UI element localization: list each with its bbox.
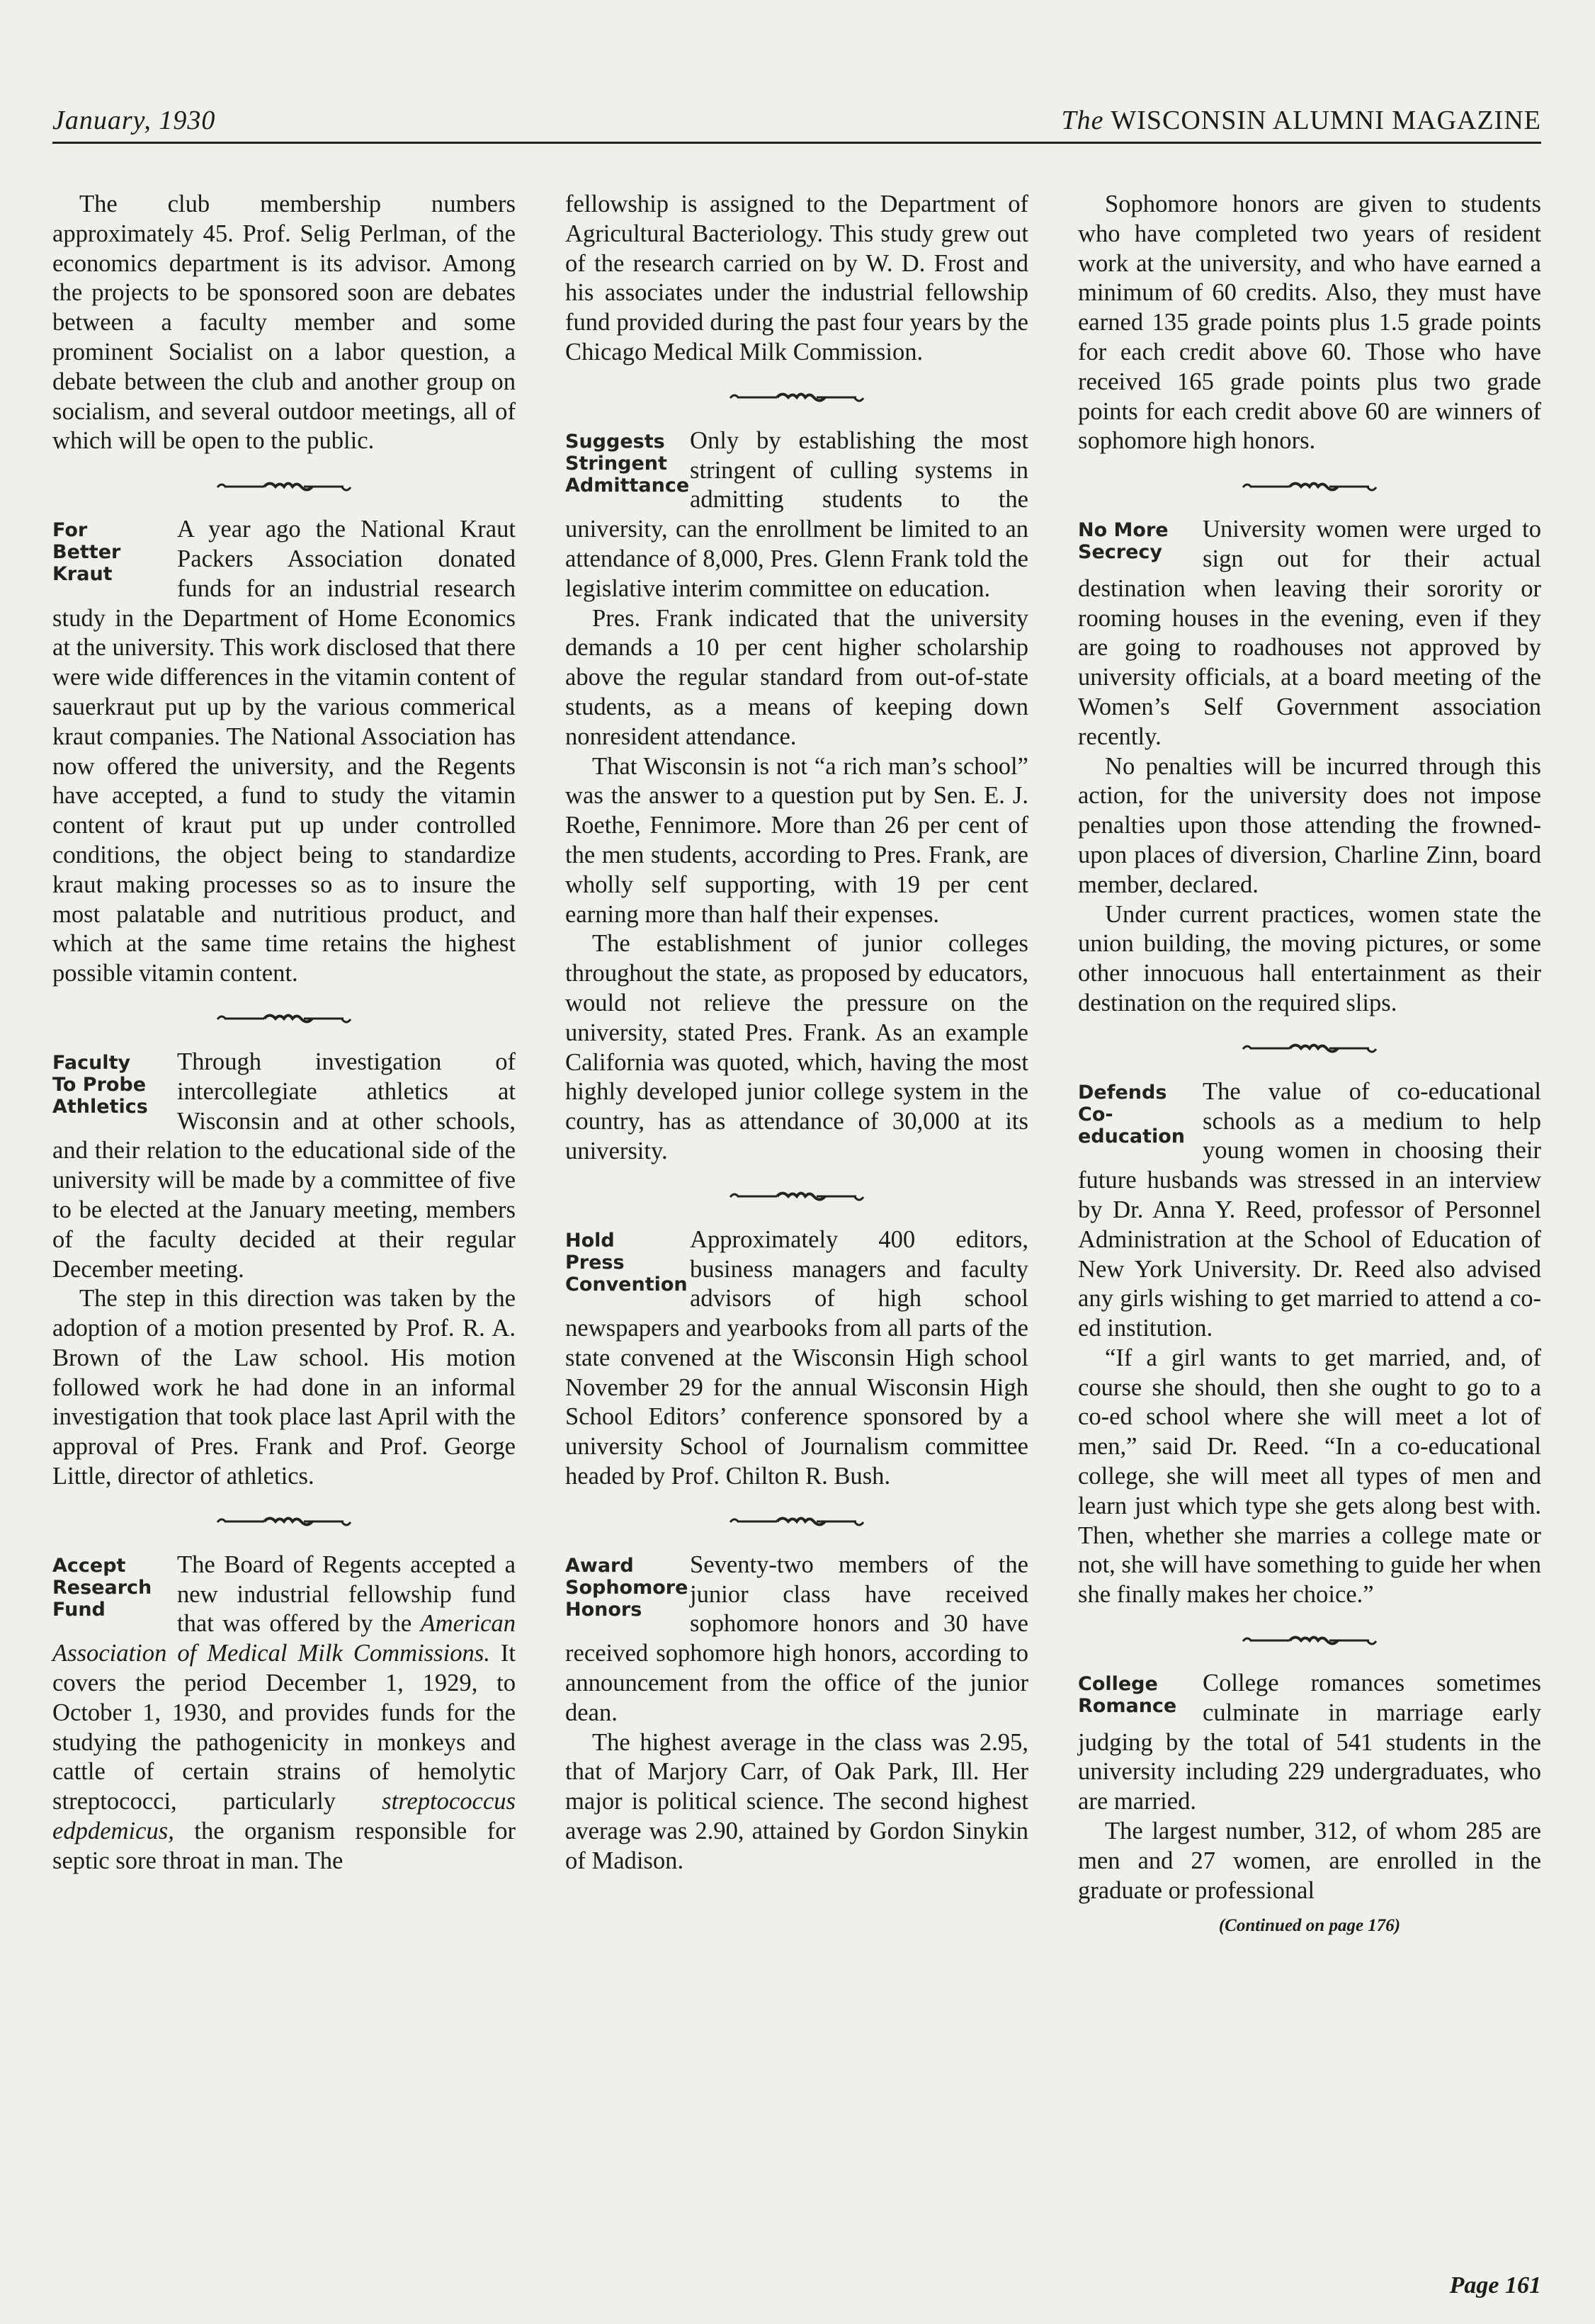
paragraph: The establishment of junior colleges throughout the state, as proposed by educators, would not relieve the pressure on the university, stated Pres. Frank. As an example California was quoted, which, having the most highly developed junior college system in the country, has as attendance of 30,000 at its university.	[565, 930, 1028, 1164]
paragraph: Sophomore honors are given to students who have completed two years of resident work at the university, and who have earned a minimum of 60 credits. Also, they must have earned 135 grade points plus 1.5 grade points for each credit above 60. Those who have received 165 grade points plus two grade points for each credit above 60 are winners of sophomore high honors.	[1078, 191, 1541, 455]
sidehead-line: Honors	[565, 1598, 642, 1621]
paragraph: Pres. Frank indicated that the university demands a 10 per cent higher scholarship above the regular standard from out-of-state students, as a means of keeping down nonresident attendance.	[565, 604, 1028, 750]
sidehead-faculty-to-probe-athletics	[52, 1052, 174, 1118]
sidehead-line: Research	[52, 1576, 152, 1599]
sidehead-accept-research-fund	[52, 1555, 174, 1621]
ornament-icon	[1239, 1037, 1380, 1058]
ornament-divider	[52, 989, 516, 1048]
paragraph: A year ago the National Kraut Packers Association donated funds for an industrial research study in the Department of Home Economics at the university. This work disclosed that there were wide differences in the vitamin content of sauerkraut put up by the various commerical kraut companies. The National Association has now offered the university, and the Regents have accepted, a fund to study the vitamin content of kraut put up under controlled conditions, the object being to standardize kraut making processes so as to insure the most palatable and nutritious product, and which at the same time retains the highest possible vitamin content.	[52, 516, 516, 987]
ornament-icon	[213, 1510, 355, 1531]
sidehead-no-more-secrecy	[1078, 519, 1200, 563]
page-number: Page 161	[1449, 2272, 1541, 2299]
sidehead-line: Accept	[52, 1554, 126, 1577]
paragraph: No penalties will be incurred through this action, for the university does not impose penalties upon those attending the frowned-upon places of diversion, Charline Zinn, board member, declared.	[1078, 752, 1541, 898]
paragraph: The value of co-educational schools as a medium to help young women in choosing their future husbands was stressed in an interview by Dr. Anna Y. Reed, professor of Personnel Administration at the School of Education of New York University. Dr. Reed also advised any girls wishing to get married to attend a co-ed institution.	[1078, 1077, 1541, 1342]
sidehead-award-sophomore-honors	[565, 1555, 687, 1621]
italic-run: American Association of Medical Milk Commissions.	[52, 1610, 516, 1667]
sidehead-line: Faculty	[52, 1051, 131, 1074]
text-run: The Board of Regents accepted a new industrial fellowship fund that was offered by the	[177, 1551, 516, 1638]
paragraph: Through investigation of intercollegiate athletics at Wisconsin and at other schools, and their relation to the educational side of the university will be made by a committee of five to be elected at the January meeting, members of the faculty decided at their regular December meeting.	[52, 1048, 516, 1283]
sidehead-hold-press-convention	[565, 1230, 687, 1296]
ornament-divider	[565, 1167, 1028, 1225]
ornament-divider	[565, 1492, 1028, 1551]
ornament-divider	[1078, 456, 1541, 515]
sidehead-suggests-stringent-admittance	[565, 430, 690, 497]
sidehead-line: Hold	[565, 1229, 615, 1252]
ornament-divider	[565, 368, 1028, 426]
column-1	[52, 190, 516, 1876]
paragraph: fellowship is assigned to the Department of Agricultural Bacteriology. This study grew out of the research carried on by W. D. Frost and his associates under the industrial fellowship fund provided during the past four years by the Chicago Medical Milk Commission.	[565, 191, 1028, 365]
paragraph: “If a girl wants to get married, and, of course she should, then she ought to go to a co-ed school where she will meet a lot of men,” said Dr. Reed. “In a co-educational college, she will meet all types of men and learn just which type she gets along best with. Then, whether she marries a college mate or not, she will have something to guide her when she finally makes her choice.”	[1078, 1344, 1541, 1609]
column-3	[1078, 190, 1541, 1941]
paragraph: Approximately 400 editors, business managers and faculty advisors of high school newspapers and yearbooks from all parts of the state convened at the Wisconsin High school November 29 for the annual Wisconsin High School Editors’ conference sponsored by a university School of Journalism committee headed by Prof. Chilton R. Bush.	[565, 1225, 1028, 1490]
sidehead-line: Co-education	[1078, 1103, 1186, 1147]
ornament-icon	[726, 386, 868, 407]
ornament-icon	[213, 1007, 355, 1028]
text-run: It covers the period December 1, 1929, to October 1, 1930, and provides funds for the studying the pathogenicity in monkeys and cattle of certain strains of hemolytic streptococci, particularly	[52, 1640, 516, 1815]
ornament-divider	[1078, 1610, 1541, 1669]
text-run: the organism responsible for septic sore throat in man. The	[52, 1818, 516, 1874]
sidehead-line: College	[1078, 1673, 1158, 1696]
sidehead-line: Press	[565, 1251, 625, 1274]
magazine-title-name: WISCONSIN ALUMNI MAGAZINE	[1111, 106, 1541, 135]
paragraph: College romances sometimes culminate in marriage early judging by the total of 541 students in the university including 229 undergraduates, who are married.	[1078, 1670, 1541, 1815]
sidehead-line: Fund	[52, 1598, 106, 1621]
sidehead-line: For	[52, 519, 88, 542]
sidehead-line: Sophomore	[565, 1576, 688, 1599]
ornament-icon	[1239, 475, 1380, 497]
sidehead-line: Secrecy	[1078, 541, 1162, 564]
ornament-divider	[52, 456, 516, 515]
sidehead-line: Kraut	[52, 563, 113, 586]
sidehead-for-better-kraut	[52, 519, 174, 585]
sidehead-line: Admittance	[565, 474, 690, 497]
sidehead-line: Award	[565, 1554, 634, 1577]
continued-note: (Continued on page 176)	[1218, 1916, 1401, 1936]
ornament-icon	[1239, 1629, 1380, 1650]
sidehead-line: Suggests	[565, 430, 665, 453]
sidehead-line: Better	[52, 541, 121, 564]
ornament-divider	[52, 1492, 516, 1551]
paragraph: The club membership numbers approximately 45. Prof. Selig Perlman, of the economics department is its advisor. Among the projects to be sponsored soon are debates between a faculty member and some prominent Socialist on a labor question, a debate between the club and another group on socialism, and several outdoor meetings, all of which will be open to the public.	[52, 191, 516, 455]
sidehead-line: No More	[1078, 519, 1169, 542]
paragraph: The largest number, 312, of whom 285 are men and 27 women, are enrolled in the graduate or professional	[1078, 1818, 1541, 1904]
sidehead-line: Stringent	[565, 452, 667, 475]
paragraph: Under current practices, women state the union building, the moving pictures, or some other innocuous hall entertainment as their destination on the required slips.	[1078, 900, 1541, 1016]
ornament-icon	[213, 475, 355, 497]
ornament-icon	[726, 1510, 868, 1531]
paragraph: The highest average in the class was 2.95, that of Marjory Carr, of Oak Park, Ill. Her major is political science. The second highest average was 2.90, attained by Gordon Sinykin of Madison.	[565, 1728, 1028, 1874]
sidehead-line: Romance	[1078, 1695, 1177, 1718]
ornament-icon	[726, 1185, 868, 1206]
magazine-title-article: The	[1061, 106, 1104, 135]
italic-run: streptococcus edpdemicus,	[52, 1788, 516, 1845]
sidehead-line: Convention	[565, 1273, 688, 1296]
header-rule	[52, 142, 1541, 144]
issue-date: January, 1930	[52, 106, 216, 135]
magazine-title	[1062, 105, 1541, 136]
paragraph: That Wisconsin is not “a rich man’s school” was the answer to a question put by Sen. E. J. Roethe, Fennimore. More than 26 per cent of the men students, according to Pres. Frank, are wholly self supporting, with 19 per cent earning more than half their expenses.	[565, 752, 1028, 928]
sidehead-line: Athletics	[52, 1095, 148, 1118]
column-2	[565, 190, 1028, 1876]
sidehead-line: To Probe	[52, 1073, 147, 1096]
paragraph: University women were urged to sign out for their actual destination when leaving their sorority or rooming houses in the evening, even if they are going to roadhouses not approved by university officials, at a board meeting of the Women’s Self Government association recently.	[1078, 516, 1541, 750]
sidehead-line: Defends	[1078, 1081, 1167, 1104]
sidehead-college-romance	[1078, 1673, 1200, 1717]
paragraph: The step in this direction was taken by the adoption of a motion presented by Prof. R. A. Brown of the Law school. His motion followed work he had done in an informal investigation that took place last April with the approval of Pres. Frank and Prof. George Little, director of athletics.	[52, 1285, 516, 1490]
running-header	[52, 105, 1541, 136]
paragraph: Only by establishing the most stringent of culling systems in admitting students to the university, can the enrollment be limited to an attendance of 8,000, Pres. Glenn Frank told the legislative interim committee on education.	[565, 426, 1028, 602]
sidehead-defends-co-education	[1078, 1082, 1200, 1147]
ornament-divider	[1078, 1019, 1541, 1077]
paragraph: Seventy-two members of the junior class have received sophomore honors and 30 have received sophomore high honors, according to announcement from the office of the junior dean.	[565, 1551, 1028, 1726]
